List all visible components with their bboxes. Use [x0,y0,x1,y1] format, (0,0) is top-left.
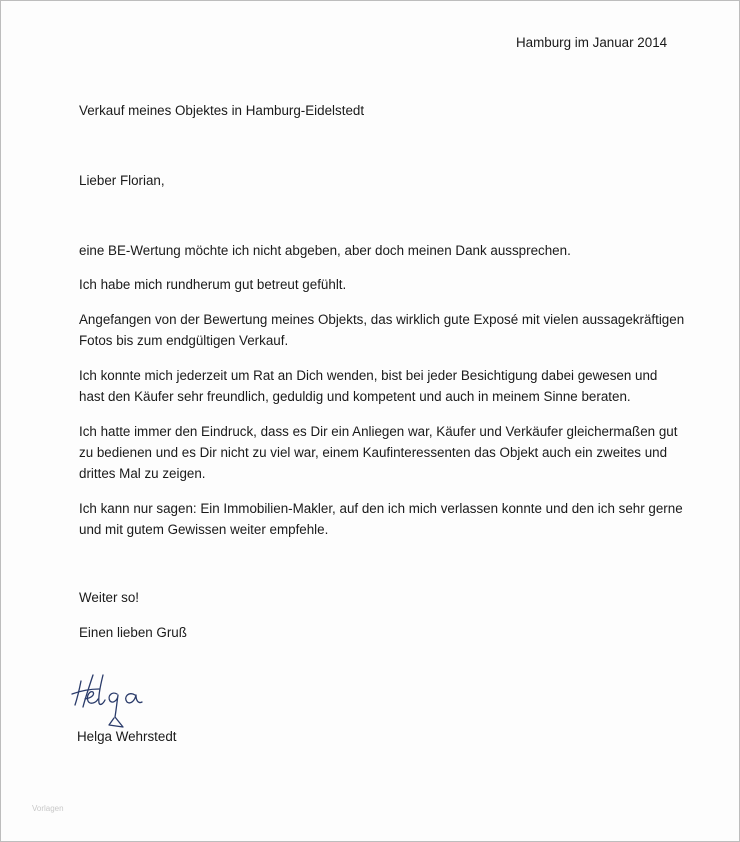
paragraph-line: Ich habe mich rundherum gut betreut gefühlt. [79,277,347,292]
paragraph-line: Ich konnte mich jederzeit um Rat an Dich wenden, bist bei jeder Besichtigung dabei gewesen und [79,368,658,383]
paragraph-line: hast den Käufer sehr freundlich, geduldig und kompetent und auch in meinem Sinne beraten. [79,389,631,404]
paragraph-5 [79,421,677,484]
letter-date: Hamburg im Januar 2014 [516,35,668,50]
paragraph-line: zu bedienen und es Dir nicht zu viel war, einem Kaufinteressenten das Objekt auch ein zweites und [79,445,668,460]
letter-salutation: Lieber Florian, [79,173,165,188]
paragraph-line: eine BE-Wertung möchte ich nicht abgeben, aber doch meinen Dank aussprechen. [79,243,571,258]
paragraph-line: Ich hatte immer den Eindruck, dass es Dir ein Anliegen war, Käufer und Verkäufer gleichermaßen gut [79,424,678,439]
paragraph-line: Angefangen von der Bewertung meines Objekts, das wirklich gute Exposé mit vielen aussagekräftigen [79,312,685,327]
paragraph-line: und mit gutem Gewissen weiter empfehle. [79,522,329,537]
paragraph-3 [79,309,684,351]
closing-line-1: Weiter so! [79,590,140,605]
paragraph-line: Fotos bis zum endgültigen Verkauf. [79,333,289,348]
paragraph-line: Ich kann nur sagen: Ein Immobilien-Makler, auf den ich mich verlassen konnte und den ich sehr gerne [79,501,683,516]
handwritten-signature [69,669,179,731]
paragraph-1 [79,240,571,261]
sender-name: Helga Wehrstedt [77,729,177,744]
letter-subject: Verkauf meines Objektes in Hamburg-Eidelstedt [79,103,365,118]
watermark: Vorlagen [32,804,64,813]
paragraph-line: drittes Mal zu zeigen. [79,466,206,481]
paragraph-4 [79,365,657,407]
paragraph-6 [79,498,683,540]
paragraph-2 [79,274,346,295]
closing-line-2: Einen lieben Gruß [79,625,187,640]
